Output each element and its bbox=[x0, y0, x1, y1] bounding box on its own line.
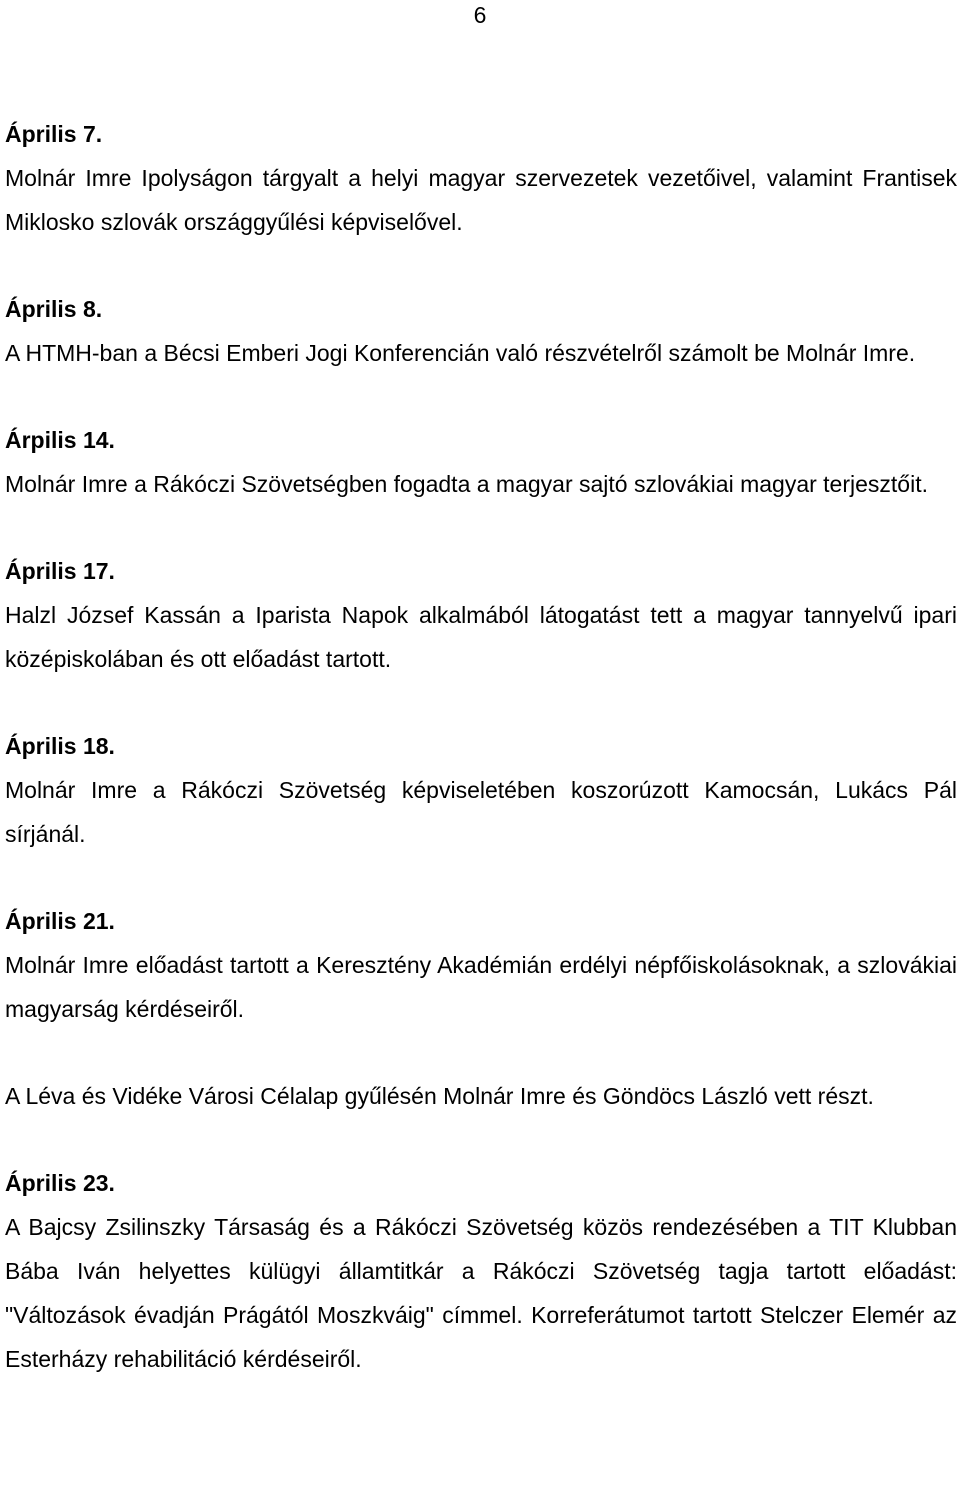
entry-text: A Bajcsy Zsilinszky Társaság és a Rákóczi Szövetség közös rendezésében a TIT Klubban Bába Iván helyettes külügyi államtitkár a Rákóczi Szövetség tagja tartott előadást: "Változások évadján Prágától Moszkváig" címmel. Korreferátumot tartott Stelczer Elemér az Esterházy rehabilitáció kérdéseiről. bbox=[5, 1214, 957, 1372]
entry-april-18 bbox=[5, 724, 957, 856]
entry-april-21 bbox=[5, 899, 957, 1118]
entry-april-17 bbox=[5, 549, 957, 681]
entry-text: Molnár Imre a Rákóczi Szövetségben fogadta a magyar sajtó szlovákiai magyar terjesztőit. bbox=[5, 471, 928, 497]
entry-date: Április 21. bbox=[5, 908, 115, 934]
page-number: 6 bbox=[473, 2, 487, 28]
entry-date: Árpilis 14. bbox=[5, 427, 115, 453]
entry-date: Április 17. bbox=[5, 558, 115, 584]
entry-date: Április 18. bbox=[5, 733, 115, 759]
entry-april-7 bbox=[5, 112, 957, 244]
entry-text: Molnár Imre a Rákóczi Szövetség képviseletében koszorúzott Kamocsán, Lukács Pál sírjánál. bbox=[5, 777, 957, 847]
entry-date: Április 7. bbox=[5, 121, 103, 147]
entry-date: Április 23. bbox=[5, 1170, 115, 1196]
entry-april-8 bbox=[5, 287, 957, 375]
entry-text: Halzl József Kassán a Iparista Napok alkalmából látogatást tett a magyar tannyelvű ipari középiskolában és ott előadást tartott. bbox=[5, 602, 957, 672]
entry-text: A HTMH-ban a Bécsi Emberi Jogi Konferencián való részvételről számolt be Molnár Imre. bbox=[5, 340, 916, 366]
entry-text: Molnár Imre előadást tartott a Keresztény Akadémián erdélyi népfőiskolásoknak, a szlovákiai magyarság kérdéseiről. bbox=[5, 952, 957, 1022]
entry-date: Április 8. bbox=[5, 296, 103, 322]
entry-april-23 bbox=[5, 1161, 957, 1381]
document-body bbox=[5, 112, 957, 1424]
entry-text: A Léva és Vidéke Városi Célalap gyűlésén Molnár Imre és Göndöcs László vett részt. bbox=[5, 1083, 874, 1109]
entry-text: Molnár Imre Ipolyságon tárgyalt a helyi magyar szervezetek vezetőivel, valamint Frantisek Miklosko szlovák országgyűlési képviselővel. bbox=[5, 165, 957, 235]
entry-april-14 bbox=[5, 418, 957, 506]
